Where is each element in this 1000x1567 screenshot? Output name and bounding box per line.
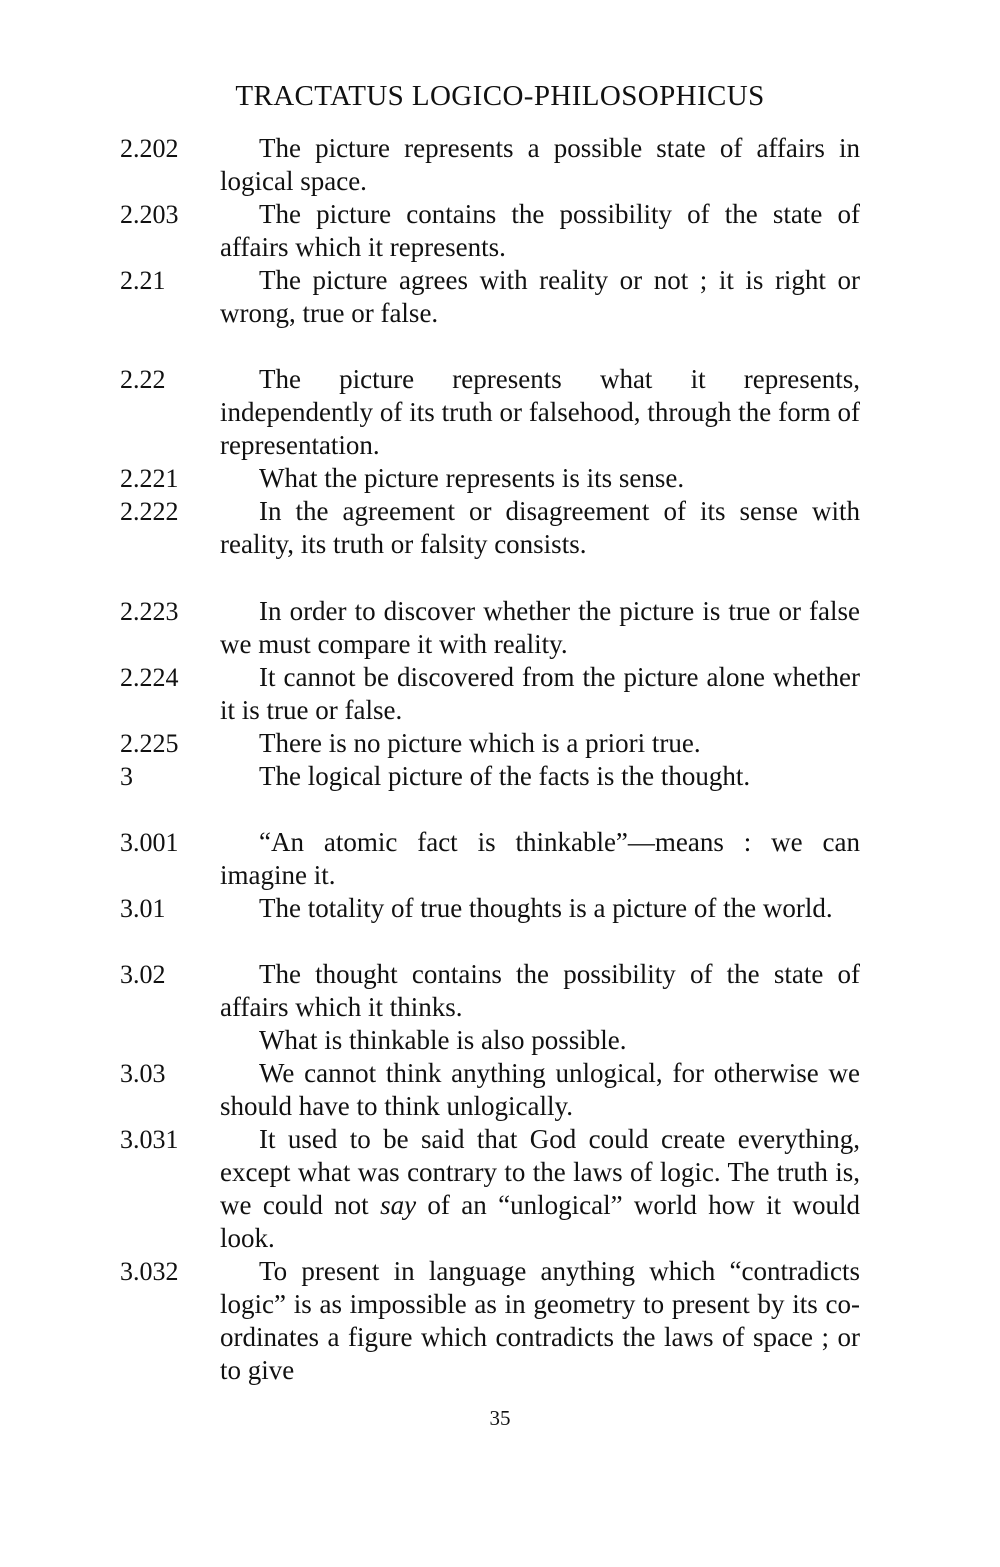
paragraph: What is thinkable is also possible. — [259, 1025, 627, 1055]
paragraph: The picture represents what it represents, independently of its truth or falsehood, through the form of representation. — [220, 364, 860, 460]
text-run: It used to be said that God could create everything, except what was contrary to the laws of logic. The truth is, we could not — [220, 1124, 860, 1220]
proposition-number: 3.02 — [120, 960, 166, 989]
proposition-number: 2.21 — [120, 266, 166, 295]
paragraph: It cannot be discovered from the picture alone whether it is true or false. — [220, 662, 860, 725]
proposition-text — [220, 1123, 860, 1255]
proposition-text — [220, 264, 860, 330]
paragraph: The totality of true thoughts is a picture of the world. — [259, 893, 833, 923]
proposition-text — [220, 198, 860, 264]
proposition-text — [220, 132, 860, 198]
paragraph: There is no picture which is a priori true. — [259, 728, 701, 758]
paragraph: We cannot think anything unlogical, for otherwise we should have to think unlogically. — [220, 1058, 860, 1121]
proposition-text — [220, 661, 860, 727]
proposition-text — [220, 826, 860, 892]
paragraph: “An atomic fact is thinkable”—means : we can imagine it. — [220, 827, 860, 890]
proposition-text — [220, 892, 860, 925]
proposition-text — [220, 462, 860, 495]
proposition-text — [220, 1255, 860, 1387]
proposition-text — [220, 1057, 860, 1123]
running-header-title: TRACTATUS LOGICO-PHILOSOPHICUS — [235, 80, 765, 112]
proposition-number: 2.223 — [120, 597, 179, 626]
paragraph: The picture contains the possibility of the state of affairs which it represents. — [220, 199, 860, 262]
proposition-text — [220, 727, 860, 760]
proposition-number: 3.031 — [120, 1125, 179, 1154]
proposition-number: 3 — [120, 762, 133, 791]
proposition-number: 2.225 — [120, 729, 179, 758]
proposition-text — [220, 363, 860, 462]
proposition-number: 2.222 — [120, 497, 179, 526]
proposition-number: 3.03 — [120, 1059, 166, 1088]
proposition-number: 3.01 — [120, 894, 166, 923]
paragraph: In order to discover whether the picture is true or false we must compare it with reality. — [220, 596, 860, 659]
paragraph: In the agreement or disagreement of its sense with reality, its truth or falsity consists. — [220, 496, 860, 559]
proposition-text — [220, 958, 860, 1057]
text-run: of an “unlogical” world how it would look. — [220, 1190, 860, 1253]
proposition-number: 2.224 — [120, 663, 179, 692]
paragraph: The picture agrees with reality or not ; it is right or wrong, true or false. — [220, 265, 860, 328]
proposition-text — [220, 760, 860, 793]
proposition-number: 3.001 — [120, 828, 179, 857]
page-number: 35 — [489, 1406, 511, 1430]
proposition-number: 3.032 — [120, 1257, 179, 1286]
paragraph: What the picture represents is its sense. — [259, 463, 685, 493]
paragraph: The picture represents a possible state of affairs in logical space. — [220, 133, 860, 196]
paragraph — [220, 1123, 860, 1255]
paragraph: The thought contains the possibility of the state of affairs which it thinks. — [220, 959, 860, 1022]
proposition-text — [220, 595, 860, 661]
proposition-number: 2.202 — [120, 134, 179, 163]
paragraph: The logical picture of the facts is the thought. — [259, 761, 751, 791]
proposition-number: 2.22 — [120, 365, 166, 394]
proposition-text — [220, 495, 860, 561]
paragraph: To present in language anything which “contradicts logic” is as impossible as in geometry to present by its co-ordinates a figure which contradicts the laws of space ; or to give — [220, 1256, 860, 1385]
italic-emphasis: say — [380, 1190, 417, 1220]
proposition-number: 2.221 — [120, 464, 179, 493]
proposition-number: 2.203 — [120, 200, 179, 229]
